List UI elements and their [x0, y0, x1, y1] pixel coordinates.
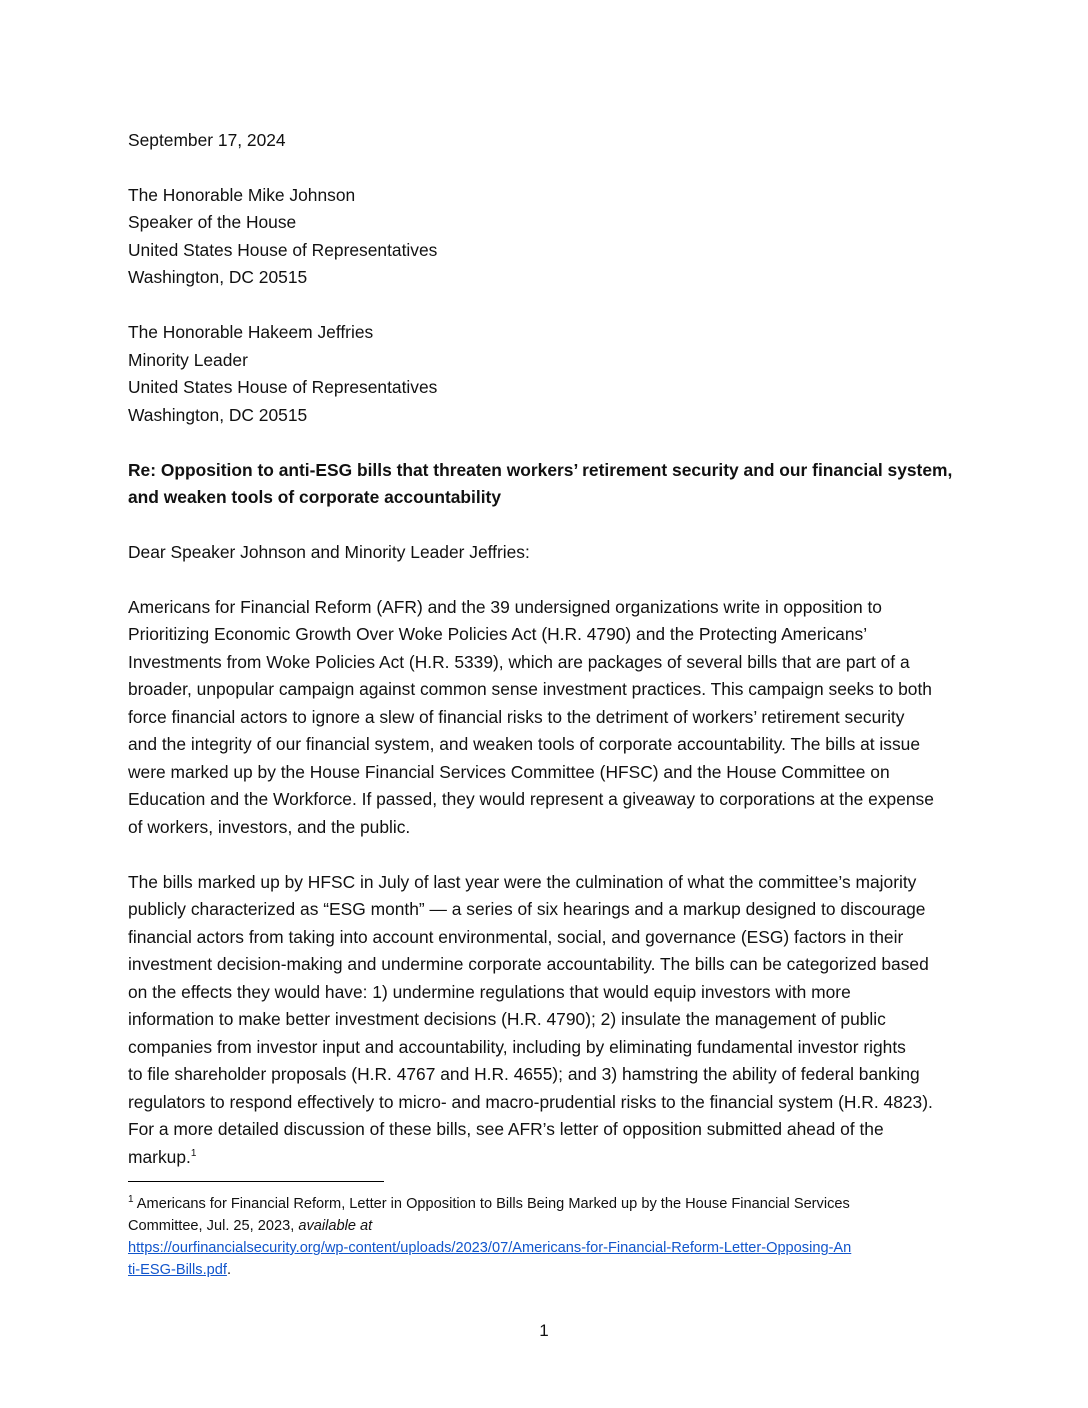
paragraph2-line: The bills marked up by HFSC in July of last year were the culmination of what the committee’s majority	[128, 872, 917, 892]
recipient2-title: Minority Leader	[128, 350, 248, 370]
paragraph1-line: Education and the Workforce. If passed, they would represent a giveaway to corporations at the expense	[128, 789, 934, 809]
footnote-link[interactable]: ti-ESG-Bills.pdf	[128, 1262, 227, 1278]
paragraph1-line: Prioritizing Economic Growth Over Woke Policies Act (H.R. 4790) and the Protecting Americans’	[128, 624, 868, 644]
recipient2-office: United States House of Representatives	[128, 377, 438, 397]
subject-line: and weaken tools of corporate accountability	[128, 487, 502, 507]
paragraph1-line: broader, unpopular campaign against common sense investment practices. This campaign seeks to both	[128, 679, 932, 699]
page-number: 1	[539, 1321, 549, 1340]
footnote-number: 1	[128, 1194, 134, 1206]
footnote-url-line2	[128, 1260, 231, 1280]
paragraph2-line: companies from investor input and accountability, including by eliminating fundamental investor rights	[128, 1037, 906, 1057]
recipient1-name: The Honorable Mike Johnson	[128, 185, 356, 205]
paragraph2-line: financial actors from taking into account environmental, social, and governance (ESG) factors in their	[128, 927, 904, 947]
paragraph2-last-text: markup.	[128, 1147, 191, 1167]
footnote-line2	[128, 1216, 372, 1236]
paragraph2-line: to file shareholder proposals (H.R. 4767 and H.R. 4655); and 3) hamstring the ability of federal banking	[128, 1064, 920, 1084]
footnote-text: Committee, Jul. 25, 2023,	[128, 1218, 299, 1234]
paragraph2-last-line	[128, 1146, 196, 1168]
paragraph1-line: Investments from Woke Policies Act (H.R. 5339), which are packages of several bills that are part of a	[128, 652, 910, 672]
recipient2-name: The Honorable Hakeem Jeffries	[128, 322, 374, 342]
letter-date: September 17, 2024	[128, 130, 286, 150]
paragraph2-line: publicly characterized as “ESG month” — a series of six hearings and a markup designed to discourage	[128, 899, 926, 919]
recipient2-city: Washington, DC 20515	[128, 405, 308, 425]
footnote-reference[interactable]: 1	[190, 1148, 197, 1160]
paragraph2-line: For a more detailed discussion of these bills, see AFR’s letter of opposition submitted ahead of the	[128, 1119, 884, 1139]
paragraph1-line: of workers, investors, and the public.	[128, 817, 411, 837]
recipient1-title: Speaker of the House	[128, 212, 297, 232]
paragraph2-line: investment decision-making and undermine corporate accountability. The bills can be categorized based	[128, 954, 929, 974]
footnote-available-at: available at	[298, 1218, 373, 1234]
footnote-url-line1	[128, 1238, 851, 1258]
paragraph2-line: information to make better investment decisions (H.R. 4790); 2) insulate the management of public	[128, 1009, 886, 1029]
paragraph2-line: on the effects they would have: 1) undermine regulations that would equip investors with more	[128, 982, 851, 1002]
recipient1-city: Washington, DC 20515	[128, 267, 308, 287]
paragraph1-line: Americans for Financial Reform (AFR) and the 39 undersigned organizations write in opposition to	[128, 597, 882, 617]
salutation: Dear Speaker Johnson and Minority Leader Jeffries:	[128, 542, 530, 562]
paragraph1-line: and the integrity of our financial system, and weaken tools of corporate accountability. The bills at issue	[128, 734, 921, 754]
paragraph1-line: were marked up by the House Financial Services Committee (HFSC) and the House Committee on	[128, 762, 890, 782]
footnote-line1	[128, 1194, 850, 1214]
footnote-separator	[128, 1181, 384, 1182]
subject-line: Re: Opposition to anti-ESG bills that threaten workers’ retirement security and our financial system,	[128, 460, 953, 480]
recipient1-office: United States House of Representatives	[128, 240, 438, 260]
paragraph1-line: force financial actors to ignore a slew of financial risks to the detriment of workers’ retirement security	[128, 707, 905, 727]
footnote-period: .	[226, 1262, 231, 1278]
footnote-text: Americans for Financial Reform, Letter in Opposition to Bills Being Marked up by the House Financial Services	[133, 1196, 850, 1212]
footnote-link[interactable]: https://ourfinancialsecurity.org/wp-content/uploads/2023/07/Americans-for-Financial-Reform-Letter-Opposing-An	[128, 1240, 852, 1256]
paragraph2-line: regulators to respond effectively to micro- and macro-prudential risks to the financial system (H.R. 4823).	[128, 1092, 933, 1112]
